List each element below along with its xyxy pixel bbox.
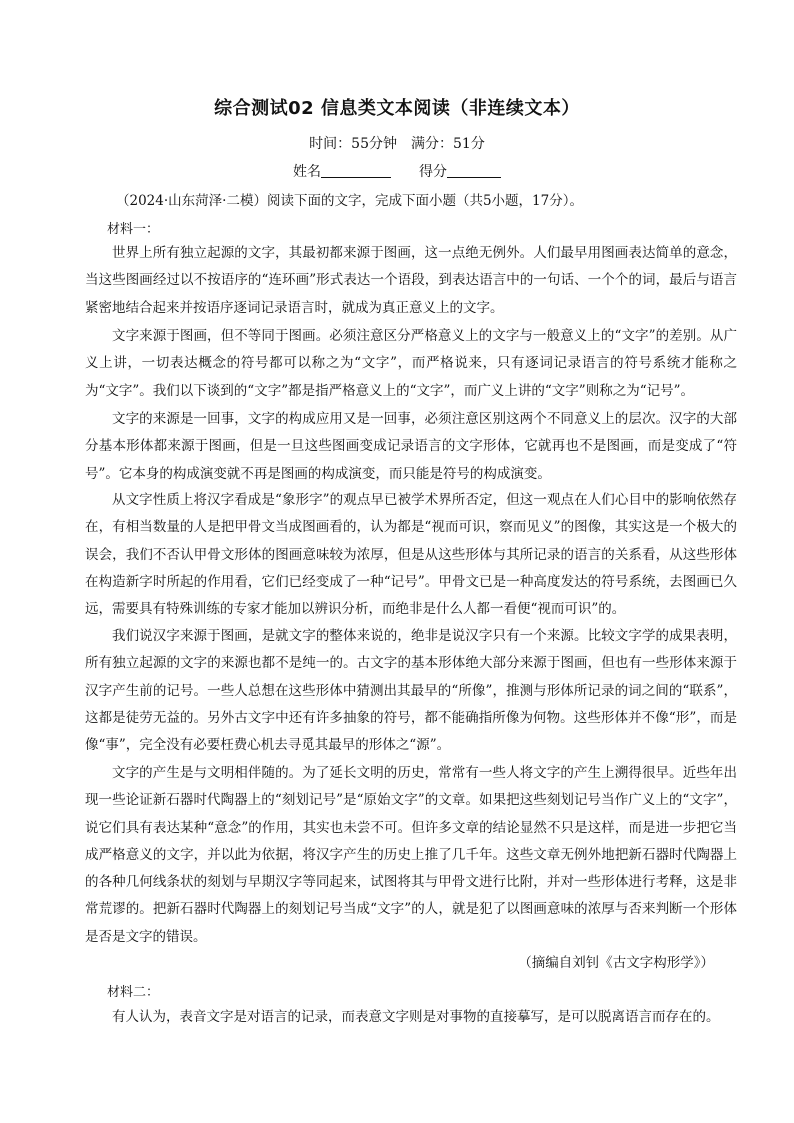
material-1-paragraph: 世界上所有独立起源的文字，其最初都来源于图画，这一点绝无例外。人们最早用图画表达简单的意念，当这些图画经过以不按语序的“连环画”形式表达一个语段，到表达语言中的一句话、一个个的词，最后与语言紧密地结合起来并按语序逐词记录语言时，就成为真正意义上的文字。 xyxy=(85,245,737,316)
score-label: 得分 xyxy=(419,164,447,180)
material-2-paragraph: 有人认为，表音文字是对语言的记录，而表意文字则是对事物的直接摹写，是可以脱离语言而存在的。 xyxy=(112,1009,720,1025)
time-limit: 时间：55分钟 xyxy=(309,136,397,152)
material-1-paragraph: 从文字性质上将汉字看成是“象形字”的观点早已被学术界所否定，但这一观点在人们心目中的影响依然存在，有相当数量的人是把甲骨文当成图画看的，认为都是“视而可识，察而见义”的图像，其实这是一个极大的误会，我们不否认甲骨文形体的图画意味较为浓厚，但是从这些形体与其所记录的语言的关系看，从这些形体在构造新字时所起的作用看，它们已经变成了一种“记号”。甲骨文已是一种高度发达的符号系统，去图画已久远，需要具有特殊训练的专家才能加以辨识分析，而绝非是什么人都一看便“视而可识”的。 xyxy=(85,492,737,618)
exam-time-info xyxy=(0,133,794,153)
name-label: 姓名 xyxy=(293,164,321,180)
material-2-label: 材料二： xyxy=(107,985,160,1000)
score-blank xyxy=(447,163,501,178)
material-1-paragraph: 我们说汉字来源于图画，是就文字的整体来说的，绝非是说汉字只有一个来源。比较文字学的成果表明，所有独立起源的文字的来源也都不是纯一的。古文字的基本形体绝大部分来源于图画，但也有一些形体来源于汉字产生前的记号。一些人总想在这些形体中猜测出其最早的“所像”，推测与形体所记录的词之间的“联系”，这都是徒劳无益的。另外古文字中还有许多抽象的符号，都不能确指所像为何物。这些形体并不像“形”，而是像“事”，完全没有必要枉费心机去寻觅其最早的形体之“源”。 xyxy=(85,628,737,754)
material-1-paragraph: 文字来源于图画，但不等同于图画。必须注意区分严格意义上的文字与一般意义上的“文字”的差别。从广义上讲，一切表达概念的符号都可以称之为“文字”，而严格说来，只有逐词记录语言的符号系统才能称之为“文字”。我们以下谈到的“文字”都是指严格意义上的“文字”，而广义上讲的“文字”则称之为“记号”。 xyxy=(85,328,737,399)
page-title: 综合测试02 信息类文本阅读（非连续文本） xyxy=(214,98,580,119)
full-score: 满分：51分 xyxy=(411,136,485,152)
name-blank xyxy=(321,163,391,178)
material-1-label: 材料一： xyxy=(107,222,160,237)
material-1-citation: （摘编自刘钊《古文字构形学》） xyxy=(518,955,714,971)
material-1-paragraph: 文字的产生是与文明相伴随的。为了延长文明的历史，常常有一些人将文字的产生上溯得很早。近些年出现一些论证新石器时代陶器上的“刻划记号”是“原始文字”的文章。如果把这些刻划记号当作广义上的“文字”，说它们具有表达某种“意念”的作用，其实也未尝不可。但许多文章的结论显然不只是这样，而是进一步把它当成严格意义的文字，并以此为依据，将汉字产生的历史上推了几千年。这些文章无例外地把新石器时代陶器上的各种几何线条状的刻划与早期汉字等同起来，试图将其与甲骨文进行比附，并对一些形体进行考释，这是非常荒谬的。把新石器时代陶器上的刻划记号当成“文字”的人，就是犯了以图画意味的浓厚与否来判断一个形体是否是文字的错误。 xyxy=(85,765,737,945)
question-source-line: （2024·山东菏泽·二模）阅读下面的文字，完成下面小题（共5小题，17分）。 xyxy=(116,193,583,209)
material-1-paragraph: 文字的来源是一回事，文字的构成应用又是一回事，必须注意区别这两个不同意义上的层次。汉字的大部分基本形体都来源于图画，但是一旦这些图画变成记录语言的文字形体，它就再也不是图画，而是变成了“符号”。它本身的构成演变就不再是图画的构成演变，而只能是符号的构成演变。 xyxy=(85,411,737,482)
name-score-line xyxy=(0,161,794,181)
